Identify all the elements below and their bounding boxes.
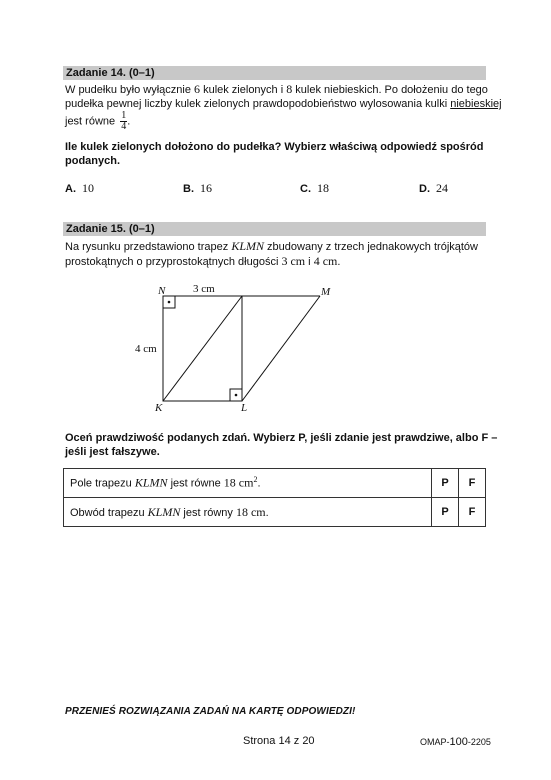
fraction-one-quarter: $\frac{1}{4}$ bbox=[121, 110, 127, 132]
task14-question-line2: podanych. bbox=[65, 155, 121, 167]
task15-header: Zadanie 15. (0–1) bbox=[63, 222, 486, 236]
task15-instruction-line1: Oceń prawdziwość podanych zdań. Wybierz P, jeśli zdanie jest prawdziwe, albo F – bbox=[65, 432, 498, 444]
task14-header: Zadanie 14. (0–1) bbox=[63, 66, 486, 80]
task14-question-line1: Ile kulek zielonych dołożono do pudełka? Wybierz właściwą odpowiedź spośród bbox=[65, 141, 484, 153]
vertex-label-n: N bbox=[158, 285, 166, 297]
option-d[interactable]: D. 24 bbox=[419, 181, 448, 195]
vertex-label-l: L bbox=[241, 402, 248, 414]
vertex-label-k: K bbox=[155, 402, 163, 414]
right-angle-dot-n bbox=[168, 301, 171, 304]
table-row bbox=[64, 498, 486, 527]
side-length-label: 4 cm bbox=[135, 343, 157, 355]
option-a[interactable]: A. 10 bbox=[65, 181, 94, 195]
document-code: OMAP-100-2205 bbox=[420, 736, 491, 748]
right-angle-dot-l bbox=[235, 394, 238, 397]
table-row bbox=[64, 469, 486, 498]
task14-text-line1: W pudełku było wyłącznie 6 kulek zielonych i 8 kulek niebieskich. Po dołożeniu do tego bbox=[65, 82, 488, 96]
vertex-label-m: M bbox=[321, 286, 331, 298]
top-length-label: 3 cm bbox=[193, 283, 215, 295]
true-false-table bbox=[63, 468, 486, 527]
task15-text-line2: prostokątnych o przyprostokątnych długości 3 cm i 4 cm. bbox=[65, 254, 341, 268]
option-c[interactable]: C. 18 bbox=[300, 181, 329, 195]
page-number: Strona 14 z 20 bbox=[243, 735, 315, 747]
option-b[interactable]: B. 16 bbox=[183, 181, 212, 195]
diagonal-kn bbox=[163, 296, 242, 401]
statement-2-false-choice[interactable]: F bbox=[459, 498, 486, 527]
statement-1-false-choice[interactable]: F bbox=[459, 469, 486, 498]
statement-2: Obwód trapezu KLMN jest równy 18 cm. bbox=[64, 498, 432, 527]
statement-1: Pole trapezu KLMN jest równe 18 $cm^2$. bbox=[64, 469, 432, 498]
task15-instruction-line2: jeśli jest fałszywe. bbox=[65, 446, 160, 458]
statement-2-true-choice[interactable]: P bbox=[432, 498, 459, 527]
task14-text-line3: jest równe $\frac{1}{4}$ . bbox=[65, 110, 131, 132]
slanted-edge-lm bbox=[242, 296, 320, 401]
task15-text-line1: Na rysunku przedstawiono trapez KLMN zbudowany z trzech jednakowych trójkątów bbox=[65, 239, 478, 253]
task14-text-line2: pudełka pewnej liczby kulek zielonych prawdopodobieństwo wylosowania kulki niebieskiej bbox=[65, 98, 502, 110]
statement-1-true-choice[interactable]: P bbox=[432, 469, 459, 498]
footer-note: PRZENIEŚ ROZWIĄZANIA ZADAŃ NA KARTĘ ODPOWIEDZI! bbox=[65, 706, 356, 717]
